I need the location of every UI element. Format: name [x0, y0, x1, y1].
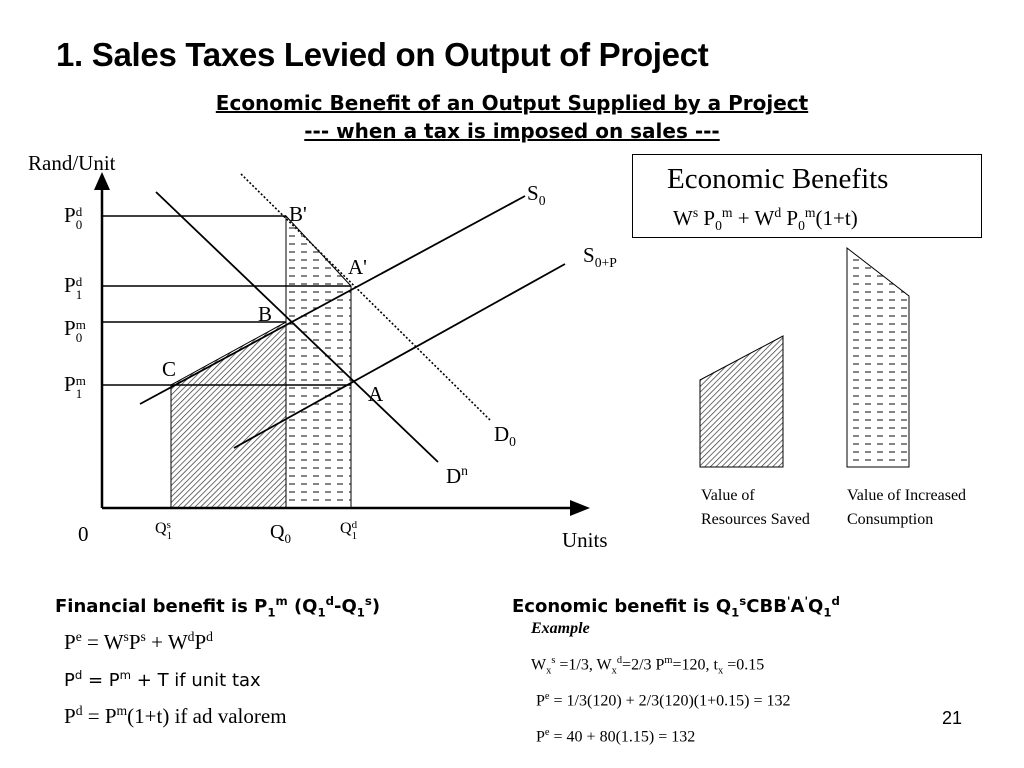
slide-title: 1. Sales Taxes Levied on Output of Project	[56, 36, 709, 73]
resources-saved-shape	[700, 336, 783, 467]
label-point-a-prime: A'	[348, 255, 367, 279]
label-s0p: $S_{0+P}$	[583, 243, 617, 271]
label-q0: $Q_0$	[270, 521, 291, 546]
resources-saved-area	[171, 322, 286, 508]
label-s0: $S_0$	[527, 181, 546, 209]
financial-benefit-text: Financial benefit is $P_1^m$ $(Q_1^d-Q_1^s)$	[55, 594, 381, 620]
example-line-3: $P^e = 40 + 80(1.15) = 132$	[536, 727, 696, 746]
economic-benefits-formula: $W^s$ $P_0^m + W^d$ $P_0^m(1+t)$	[673, 205, 858, 234]
formula-unit-tax: $P^d = P^m + T$ if unit tax	[64, 668, 261, 691]
label-p1m: Pm 1	[64, 372, 86, 401]
increased-consumption-area	[286, 216, 351, 508]
caption-increased-consumption: Value of Increased Consumption	[847, 487, 967, 528]
label-dn: $D^n$	[446, 463, 468, 488]
label-p0m: Pm 0	[64, 316, 86, 345]
label-p0d: Pd 0	[64, 203, 83, 232]
x-axis-label: Units	[562, 528, 608, 552]
subtitle-line-1: Economic Benefit of an Output Supplied by a Project	[215, 91, 809, 115]
economic-benefits-box	[632, 154, 982, 238]
example-line-2: $P^e = 1/3(120) + 2/3(120)(1+0.15) = 132$	[536, 691, 791, 710]
example-heading: Example	[531, 620, 590, 637]
label-point-b: B	[258, 302, 273, 326]
origin-label: 0	[78, 522, 89, 546]
caption-resources-saved: Value of Resources Saved	[701, 487, 810, 528]
increased-consumption-shape	[847, 248, 909, 467]
label-p1d: Pd 1	[64, 273, 83, 302]
label-point-c: C	[162, 357, 177, 381]
label-point-a: A	[368, 382, 384, 406]
economic-benefits-title: Economic Benefits	[667, 163, 889, 195]
y-axis-label: Rand/Unit	[28, 151, 116, 175]
subtitle-line-2: --- when a tax is imposed on sales ---	[304, 119, 720, 143]
x-axis-arrow	[570, 500, 590, 516]
formula-pe: $P^e = W^sP^s + W^dP^d$	[64, 629, 213, 654]
economic-benefit-text: Economic benefit is $Q_1^sCBB'A'Q_1^d$	[512, 594, 840, 620]
label-d0: $D_0$	[494, 422, 516, 450]
formula-ad-valorem: $P^d = P^m(1+t)$ if ad valorem	[64, 703, 287, 728]
label-q1s: Qs 1	[155, 519, 173, 542]
label-q1d: Qd 1	[340, 519, 358, 542]
page-number: 21	[942, 708, 963, 728]
label-point-b-prime: B'	[289, 202, 307, 226]
example-line-1: $W_x^s =1/3$, $W_x^d=2/3$ $P^m=120$, $t_x =0.15$	[531, 655, 765, 677]
